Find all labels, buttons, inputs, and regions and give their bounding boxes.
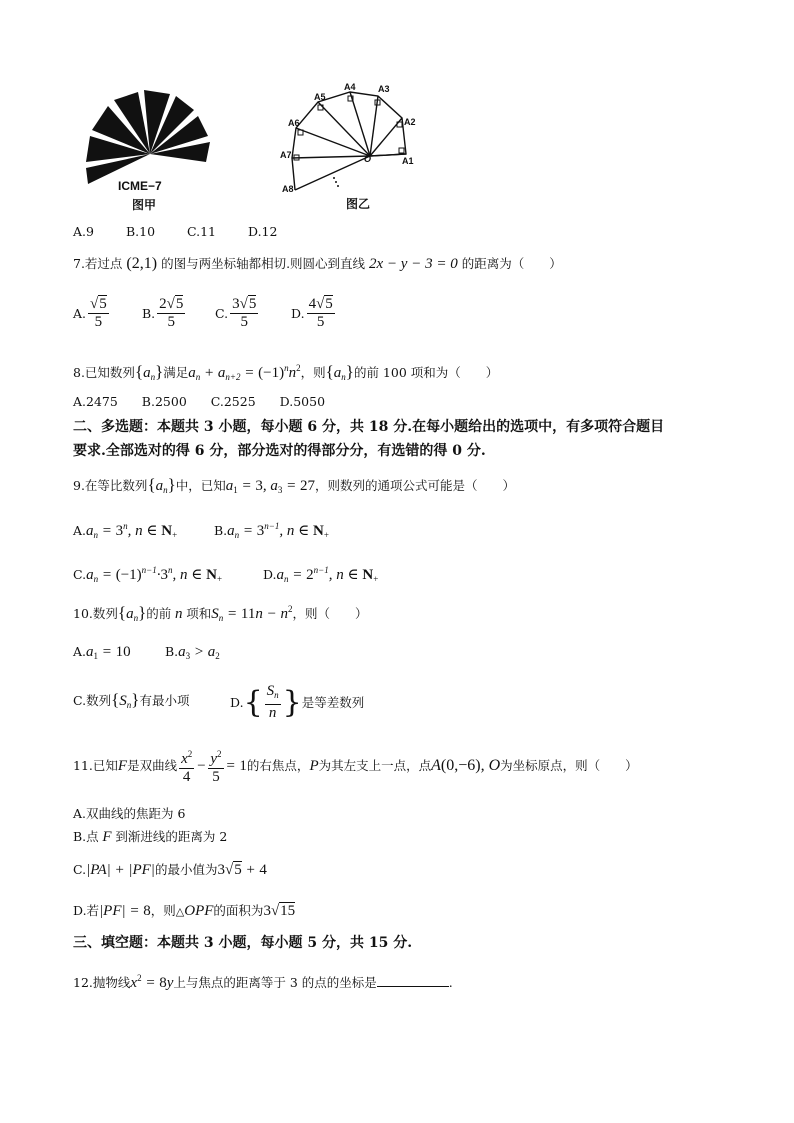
point-label-a4: A4 [344, 82, 356, 92]
q8-recurrence: $a_n + a_{n+2} = (-1)^nn^2$ [188, 363, 301, 382]
point-label-a3: A3 [378, 84, 390, 94]
q9-options-row2 [73, 562, 378, 587]
q10-option-d: D. { $\frac{S_n}{n}$ } 是等差数列 [230, 683, 365, 721]
q6-option-d: D.12 [248, 224, 278, 239]
q11-text-c: 的右焦点， [246, 758, 310, 773]
q7-option-a-radicand: 5 [99, 296, 107, 312]
q9-option-b: $B.a_n = 3^{n-1}$, n ∈ $N_+$ [213, 521, 329, 540]
q7-option-b-coef: 2 [159, 296, 167, 312]
q9-text-a: 9.在等比数列 [73, 478, 148, 493]
q7-options [73, 296, 337, 331]
q8-text-b: 满足 [163, 365, 189, 380]
q8-seq-1: $\{a_n\}$ [134, 362, 164, 382]
point-label-a7: A7 [280, 150, 292, 160]
q7-text-c: 的距离为（ ） [461, 256, 562, 271]
q11-option-b-text-b: 到渐进线的距离为 2 [115, 829, 228, 844]
q8-text-a: 8.已知数列 [73, 365, 135, 380]
q10-sum-formula: $S_n = 11n - n^2$ [211, 604, 293, 623]
q11-option-a: A.双曲线的焦距为 6 [73, 806, 186, 821]
q7-option-c-coef: 3 [232, 296, 240, 312]
q9-text-c: ，则数列的通项公式可能是（ ） [315, 478, 516, 493]
q9-seq: $\{a_n\}$ [147, 475, 176, 495]
q7-option-a-label: A. [73, 305, 87, 321]
q9-option-b-label: B. [213, 523, 228, 538]
q7-option-d-coef: 4 [308, 296, 317, 312]
q10-option-a-label: A. [73, 644, 87, 659]
q9-option-d: $D.a_n = 2^{n-1}$, n ∈ $N_+$ [262, 565, 379, 584]
q11-p: P [309, 758, 319, 774]
q6-options [73, 224, 277, 240]
point-label-a6: A6 [288, 118, 300, 128]
q7-option-d-radicand: 5 [325, 296, 333, 312]
q8-options [73, 394, 325, 410]
q7-option-c-den: 5 [240, 314, 248, 330]
q10-option-c-text-a: C.数列 [73, 693, 112, 708]
q11-option-d: D.若|PF| = 8，则△OPF的面积为3√15 [73, 903, 296, 919]
q7-option-b-label: B. [142, 305, 156, 321]
q9-options-row1 [73, 518, 329, 543]
q10-option-b-label: B. [164, 644, 179, 659]
q10-option-d-text-a: D. [230, 694, 244, 710]
q7-text-b: 的图与两坐标轴都相切.则圆心到直线 [161, 256, 366, 271]
q7-text-a: 7.若过点 [73, 256, 123, 271]
q8-option-c: C.2525 [210, 394, 256, 409]
q7-option-b-den: 5 [167, 314, 176, 330]
q10-option-a: $A.a_1 = 10$ [73, 644, 131, 661]
spiral-fan-graphic [78, 84, 218, 214]
q10-option-c-text-b: 有最小项 [139, 693, 190, 708]
q10-stem [73, 601, 367, 626]
q7-option-b: B. $\frac{2√5}{5}$ [142, 296, 184, 330]
q12-stem [73, 970, 453, 991]
q8-text-c: ，则 [300, 365, 326, 380]
q11-option-c: C.|PA| + |PF|的最小值为3√5 + 4 [73, 862, 267, 878]
q12-text-b: 上与焦点的距离等于 3 的点的坐标是 [173, 975, 377, 990]
q10-option-d-text-b: 是等差数列 [301, 694, 365, 710]
point-label-o: O [364, 154, 372, 164]
q11-option-b-text-a: B.点 [73, 829, 99, 844]
q10-text-a: 10.数列 [73, 606, 118, 621]
q7-option-d: D. $\frac{4√5}{5}$ [291, 296, 333, 330]
q9-stem [73, 477, 515, 498]
q8-seq-2: $\{a_n\}$ [325, 362, 354, 382]
q7-option-c: C. $\frac{3√5}{5}$ [215, 296, 257, 330]
q10-n: n [171, 606, 187, 622]
section-3-heading: 三、填空题：本题共 3 小题，每小题 5 分，共 15 分. [73, 935, 413, 951]
q11-f: F [117, 758, 128, 774]
q11-text-b: 是双曲线 [127, 758, 178, 773]
q11-option-d-text-c: 的面积为 [213, 903, 264, 918]
q9-text-b: 中，已知 [175, 478, 226, 493]
q7-stem [73, 256, 562, 272]
q8-option-d: D.5050 [279, 394, 326, 409]
q8-option-a: A.2475 [73, 394, 118, 409]
q12-text-a: 12.抛物线 [73, 975, 131, 990]
figure-jia-label: 图甲 [132, 198, 157, 212]
q7-option-d-label: D. [291, 305, 305, 321]
q9-option-c: $C.a_n = (-1)^{n-1}\cdot 3^n$, n ∈ $N_+$ [73, 565, 223, 584]
q11-text-a: 11.已知 [73, 758, 118, 773]
figure-yi [278, 80, 428, 215]
q7-line-equation: 2x − y − 3 = 0 [369, 256, 458, 272]
q12-parabola: $x^2 = 8y$ [130, 973, 174, 991]
q10-seq: $\{a_n\}$ [117, 603, 147, 623]
point-label-a8: A8 [282, 184, 294, 194]
q9-option-a-label: A. [73, 523, 87, 538]
q11-option-c-text-a: C. [73, 862, 87, 877]
q6-option-b: B.10 [125, 224, 156, 239]
q11-option-c-text-b: 的最小值为 [154, 862, 218, 877]
q9-option-a: $A.a_n = 3^n$, n ∈ $N_+$ [73, 521, 178, 540]
q10-text-b: 的前 [146, 606, 172, 621]
figure-yi-label: 图乙 [346, 197, 371, 211]
q11-point-a: A(0,−6), O [431, 757, 501, 774]
q8-stem [73, 360, 498, 385]
q10-option-c: C.数列$\{S_n\}$有最小项 [73, 690, 190, 710]
point-label-a2: A2 [404, 117, 416, 127]
q10-option-b: $B.a_3 > a_2$ [164, 644, 220, 661]
q11-text-e: 为坐标原点，则（ ） [500, 758, 638, 773]
point-label-a1: A1 [402, 156, 414, 166]
section-2-heading-line2: 要求.全部选对的得 6 分，部分选对的得部分分，有选错的得 0 分. [73, 443, 486, 459]
q10-text-c: 项和 [186, 606, 212, 621]
q11-option-b: B.点 F 到渐进线的距离为 2 [73, 829, 228, 845]
figure-jia [78, 84, 218, 214]
q9-given: $a_1 = 3$, $a_3 = 27$ [225, 478, 316, 495]
figure-jia-caption: ICME−7 [118, 179, 162, 193]
q10-options-row1 [73, 644, 220, 664]
q10-text-d: ，则（ ） [292, 606, 368, 621]
q12-answer-blank[interactable] [377, 974, 449, 987]
q8-option-b: B.2500 [141, 394, 187, 409]
point-label-a5: A5 [314, 92, 326, 102]
section-2-heading-line1: 二、多选题：本题共 3 小题，每小题 6 分，共 18 分.在每小题给出的选项中，有多项符合题目 [73, 419, 665, 435]
q7-option-b-radicand: 5 [175, 296, 184, 312]
q7-option-d-den: 5 [316, 314, 325, 330]
q7-option-a: A. $\frac{√5}{5}$ [73, 296, 107, 330]
q8-text-d: 的前 100 项和为（ ） [353, 365, 499, 380]
q12-text-c: . [448, 975, 453, 990]
q9-option-d-label: D. [262, 567, 277, 582]
q11-option-d-text-b: ，则 [150, 903, 176, 918]
q11-stem [73, 746, 638, 786]
q10-options-row2 [73, 683, 364, 722]
q7-point: (2,1) [126, 255, 158, 272]
q6-option-c: C.11 [187, 224, 217, 239]
q6-option-a: A.9 [73, 224, 94, 239]
q7-option-a-den: 5 [94, 314, 103, 330]
q11-hyperbola: $\frac{x^2}{4}$ − $\frac{y^2}{5}$ = 1 [177, 746, 247, 786]
q7-option-c-label: C. [215, 305, 229, 321]
q9-option-c-label: C. [73, 567, 87, 582]
q7-option-c-radicand: 5 [248, 296, 257, 312]
q11-option-d-text-a: D.若 [73, 903, 100, 918]
q11-text-d: 为其左支上一点，点 [318, 758, 432, 773]
